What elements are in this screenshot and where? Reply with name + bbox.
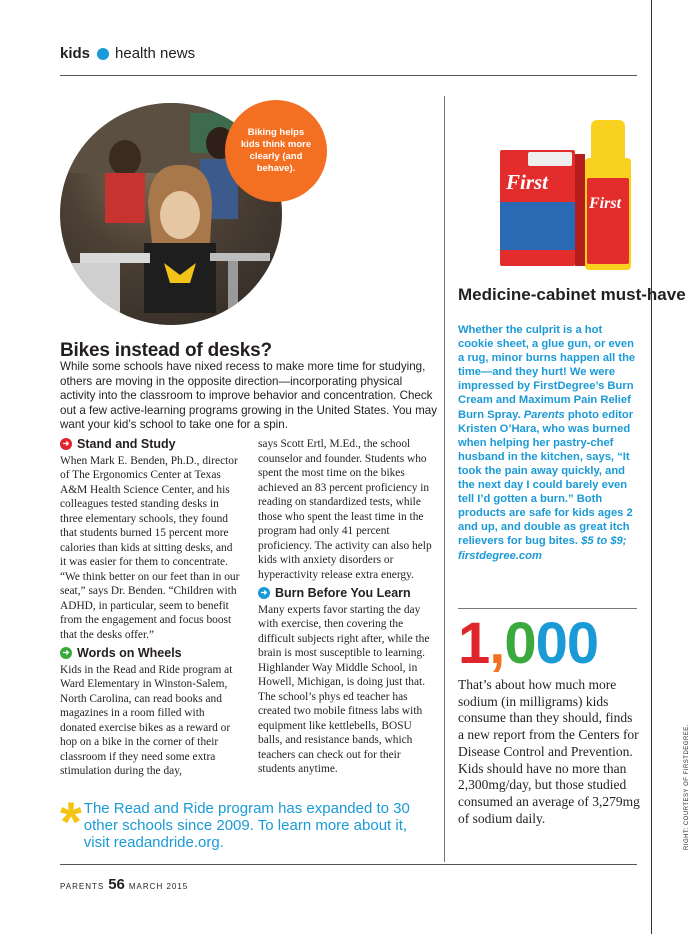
sidebar-body-text-2: photo editor Kristen O’Hara, who was burned when helping her pastry-chef husband in the kitchen, says, “It took the pain away quickly, and the next day I could barely even tell I’d gotten a burn.” Both products are safe for kids ages 2 and up, and double as great itch relievers for bug bites. bbox=[458, 408, 634, 548]
stat-digit: 0 bbox=[566, 611, 599, 676]
stat-digit: 0 bbox=[535, 611, 567, 676]
article-title: Bikes instead of desks? bbox=[60, 340, 272, 361]
section-body: Kids in the Read and Ride program at Ward Elementary in Winston-Salem, North Carolina, can read books and magazines in a room filled with donated exercise bikes as a reward or hop on a bike in the corner of their classroom if they need some extra stimulation during the day, bbox=[60, 663, 233, 777]
sidebar-divider bbox=[458, 608, 637, 609]
spray-cap bbox=[591, 120, 625, 160]
sidebar-price: $5 to $9; firstdegree.com bbox=[458, 535, 627, 562]
box-brand-text: First bbox=[506, 170, 549, 194]
issue-date: MARCH 2015 bbox=[128, 882, 189, 891]
box-blue-strip bbox=[500, 202, 575, 250]
sidebar-body-text-1: Whether the culprit is a hot cookie sheet, a glue gun, or even a rug, minor burns happen all the time—and they hurt! We were impressed by FirstDegree’s Burn Cream and Maximum Pain Relief Burn Spray. bbox=[458, 324, 636, 421]
arrow-right-icon: ➜ bbox=[60, 647, 72, 659]
stat-digit: , bbox=[489, 611, 505, 676]
page-number: 56 bbox=[108, 876, 125, 893]
subsection-label: health news bbox=[115, 45, 196, 62]
header-divider bbox=[60, 75, 637, 76]
stat-digit: 1 bbox=[458, 611, 490, 676]
read-and-ride-callout bbox=[60, 790, 430, 853]
section-heading-text: Stand and Study bbox=[77, 437, 176, 451]
section-heading-words-on-wheels bbox=[60, 646, 240, 661]
arrow-right-icon: ➜ bbox=[60, 438, 72, 450]
asterisk-icon: * bbox=[60, 790, 82, 853]
photo-caption-bubble: Biking helps kids think more clearly (and behave). bbox=[225, 100, 327, 202]
sidebar-body-italic: Parents bbox=[523, 408, 565, 421]
section-heading-text: Words on Wheels bbox=[77, 646, 182, 660]
magazine-name: PARENTS bbox=[60, 882, 105, 891]
section-body: Many experts favor starting the day with exercise, then covering the difficult subjects right after, while the brain is most susceptible to learning. Highlander Way Middle School, in Howell, Michigan, is doing just that. The school’s phys ed teacher has created two mobile fitness labs with equipment like kettlebells, BOSU balls, and resistance bands, which teachers can check out for their students anytime. bbox=[258, 603, 430, 775]
footer-divider bbox=[60, 864, 637, 865]
spray-brand-text: First bbox=[589, 195, 622, 212]
column-divider bbox=[444, 96, 445, 862]
sidebar-body bbox=[458, 323, 640, 563]
stat-body: That’s about how much more sodium (in milligrams) kids consume than they should, finds a new report from the Centers for Disease Control and Prevention. Kids should have no more than 2,300mg/day, but those studied consumed an average of 3,279mg of sodium daily. bbox=[458, 677, 640, 826]
section-dot-icon bbox=[97, 48, 109, 60]
callout-text: The Read and Ride program has expanded to 30 other schools since 2009. To learn more about it, visit readandride.org. bbox=[83, 800, 410, 851]
burn-cream-box-image bbox=[500, 150, 575, 266]
stat-digit: 0 bbox=[504, 611, 536, 676]
photo-credit: RIGHT: COURTESY OF FIRSTDEGREE. bbox=[684, 724, 690, 850]
section-label: kids bbox=[60, 45, 91, 62]
stat-number bbox=[458, 611, 599, 676]
section-body-continued: says Scott Ertl, M.Ed., the school counselor and founder. Students who spent the most time on the bikes achieved an 83 percent proficiency in reading on standardized tests, while those who spent the least time in the program had only 41 percent proficiency. The activity can also help kids with anxiety disorders or hyperactivity release extra energy. bbox=[258, 438, 432, 581]
box-tube-label bbox=[528, 152, 572, 166]
sidebar-title: Medicine-cabinet must-have bbox=[458, 285, 686, 304]
page-footer bbox=[60, 876, 188, 893]
arrow-right-icon: ➜ bbox=[258, 587, 270, 599]
section-heading-burn-before-you-learn bbox=[258, 586, 438, 601]
section-heading-stand-and-study bbox=[60, 437, 240, 452]
burn-spray-can-image bbox=[585, 120, 631, 270]
spray-label bbox=[587, 178, 629, 264]
box-side bbox=[575, 154, 585, 266]
section-body: When Mark E. Benden, Ph.D., director of The Ergonomics Center at Texas A&M Health Science Center, and his colleagues tested standing desks in three elementary schools, they found that students burned 15 percent more calories than kids at sitting desks, and it was easier for them to concentrate. “We think better on our feet than in our seat,” says Dr. Benden. “Children with ADHD, in particular, seem to benefit from the engagement and focus boost that the desks offer.” bbox=[60, 454, 240, 641]
article-column-right bbox=[258, 437, 438, 777]
article-column-left bbox=[60, 437, 240, 779]
section-heading-text: Burn Before You Learn bbox=[275, 586, 411, 600]
article-intro: While some schools have nixed recess to make more time for studying, others are moving in the opposite direction—incorporating physical activity into the classroom to improve behavior and concentration. Check out a few active-learning programs growing in the United States. You may want your kid’s school to take one for a spin. bbox=[60, 360, 438, 432]
section-header bbox=[60, 45, 195, 62]
page-edge-rule bbox=[651, 0, 652, 934]
